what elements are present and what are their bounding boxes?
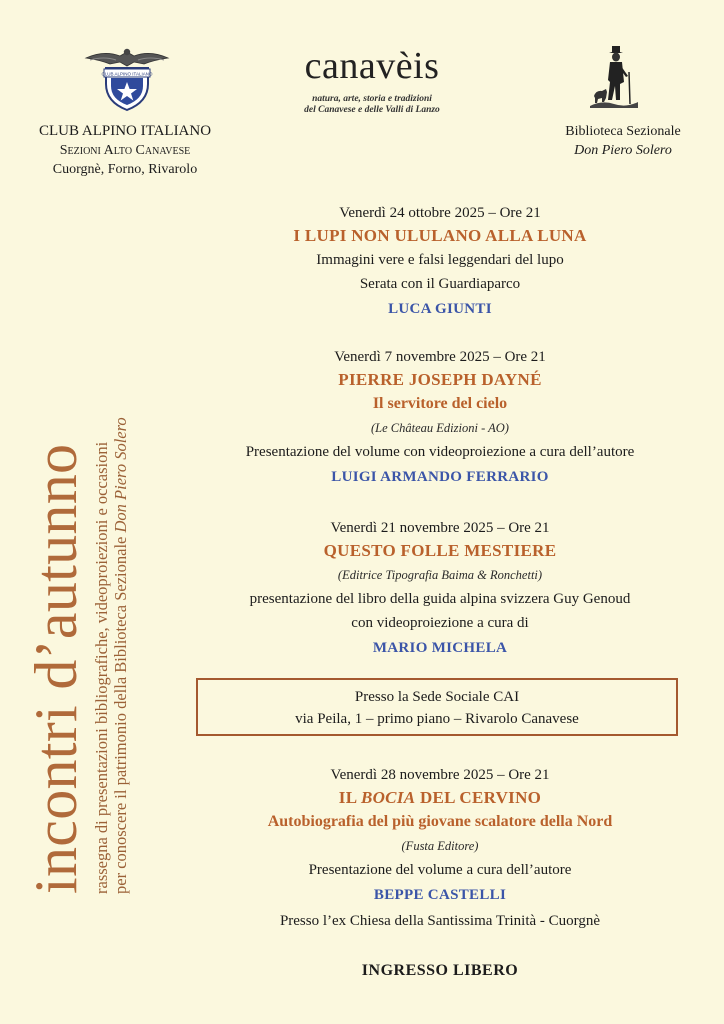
side-subtitle-line1: rassegna di presentazioni bibliografiche, videoproiezioni e occasioni [92,441,111,894]
event-speaker: LUCA GIUNTI [388,301,492,317]
event-description: Immagini vere e falsi leggendari del lupo [316,252,564,268]
cai-name: CLUB ALPINO ITALIANO [38,123,212,139]
event-speaker: MARIO MICHELA [372,640,508,656]
venue-box [196,678,678,736]
cai-logo [84,44,170,114]
event-date: Venerdì 21 novembre 2025 – Ore 21 [330,520,550,536]
cai-logo-text: CLUB ALPINO ITALIANO [101,71,153,77]
canaveis-subtitle [272,94,472,116]
free-entry: INGRESSO LIBERO [361,962,519,979]
biblioteca-logo-hiker-icon [590,42,638,114]
event-venue: Presso l’ex Chiesa della Santissima Trinità - Cuorgnè [279,913,601,929]
cai-towns: Cuorgnè, Forno, Rivarolo [52,162,198,177]
event-description: con videoproiezione a cura di [351,615,529,631]
canaveis-block [272,44,472,116]
event-date: Venerdì 24 ottobre 2025 – Ore 21 [339,205,541,221]
event-publisher: (Fusta Editore) [401,839,479,853]
event-title-part: IL [338,788,361,807]
side-title: incontri d’autunno [23,443,89,894]
event-description: Presentazione del volume con videoproiezione a cura dell’autore [245,444,635,460]
side-subtitle-line2-italic: Don Piero Solero [111,417,130,533]
event-speaker: BEPPE CASTELLI [373,887,507,903]
event-subtitle: Il servitore del cielo [372,395,508,412]
biblioteca-dedication: Don Piero Solero [574,143,672,158]
event-title: PIERRE JOSEPH DAYNÉ [338,370,542,389]
event-description: Serata con il Guardiaparco [359,276,521,292]
event-title: I LUPI NON ULULANO ALLA LUNA [293,226,587,245]
side-subtitle-line2-text: per conoscere il patrimonio della Biblioteca Sezionale [111,532,130,894]
venue-line2: via Peila, 1 – primo piano – Rivarolo Canavese [295,711,579,727]
canaveis-subtitle-line2: del Canavese e delle Valli di Lanzo [304,105,440,115]
biblioteca-block [540,122,706,160]
event-3 [190,517,690,662]
event-publisher: (Le Château Edizioni - AO) [371,421,509,435]
event-speaker: LUIGI ARMANDO FERRARIO [331,469,549,485]
event-title-part: DEL CERVINO [415,788,542,807]
side-subtitle-line2 [111,144,130,894]
event-date: Venerdì 28 novembre 2025 – Ore 21 [330,767,550,783]
event-subtitle: Autobiografia del più giovane scalatore della Nord [267,813,613,830]
biblioteca-name: Biblioteca Sezionale [565,124,681,139]
event-2 [190,346,690,491]
cai-sezioni: Sezioni Alto Canavese [59,143,191,158]
canaveis-subtitle-line1: natura, arte, storia e tradizioni [312,94,432,104]
event-title: QUESTO FOLLE MESTIERE [323,541,557,560]
side-title-block [24,144,174,894]
event-description: Presentazione del volume a cura dell’autore [308,862,572,878]
venue-line1: Presso la Sede Sociale CAI [354,689,520,705]
event-title [190,786,690,810]
event-1 [190,202,690,323]
event-date: Venerdì 7 novembre 2025 – Ore 21 [334,349,546,365]
event-description: presentazione del libro della guida alpina svizzera Guy Genoud [249,591,631,607]
event-4 [190,764,690,933]
event-publisher: (Editrice Tipografia Baima & Ronchetti) [337,568,543,582]
event-title-italic: BOCIA [360,788,416,807]
canaveis-title: canavèis [304,45,440,87]
